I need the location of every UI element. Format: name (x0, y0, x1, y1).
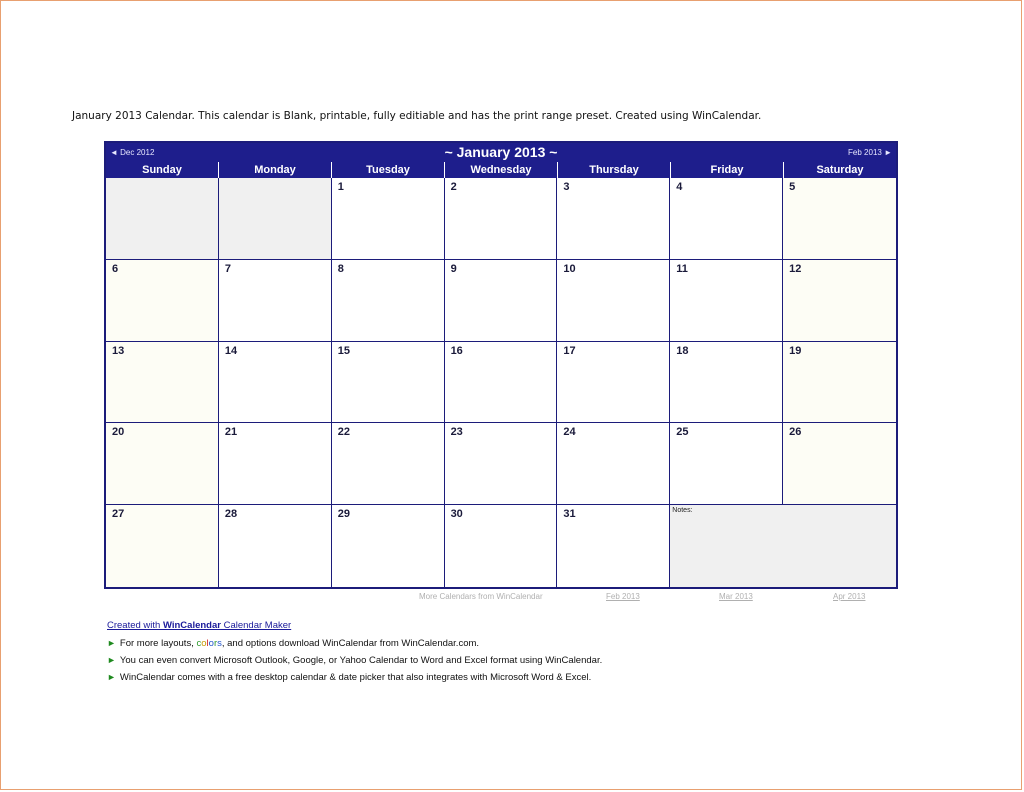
dow-friday: Friday (670, 162, 783, 178)
day-cell[interactable] (783, 260, 896, 342)
day-of-week-row (106, 162, 896, 178)
bullet-arrow-icon: ► (107, 638, 116, 648)
day-number: 27 (112, 508, 125, 521)
colors-letter: l (206, 638, 209, 649)
day-cell[interactable] (557, 505, 670, 587)
calendar-header (106, 143, 896, 162)
day-cell[interactable] (332, 342, 445, 424)
day-number: 18 (676, 344, 689, 357)
day-cell[interactable] (106, 260, 219, 342)
day-cell-empty (219, 178, 332, 260)
month-title: ~ January 2013 ~ (444, 144, 558, 160)
page-heading: January 2013 Calendar. This calendar is Blank, printable, fully editiable and has the print range preset. Created using WinCalendar. (72, 110, 762, 122)
day-cell[interactable] (219, 260, 332, 342)
day-number: 10 (563, 262, 576, 275)
link-mar-2013[interactable]: Mar 2013 (719, 592, 753, 601)
bullet-text: For more layouts, (119, 638, 197, 649)
day-number: 1 (337, 181, 344, 193)
link-feb-2013[interactable]: Feb 2013 (606, 592, 640, 601)
link-apr-2013[interactable]: Apr 2013 (833, 592, 866, 601)
day-number: 4 (676, 181, 683, 193)
day-cell[interactable] (219, 423, 332, 505)
day-cell[interactable] (106, 423, 219, 505)
day-cell[interactable] (332, 423, 445, 505)
bullet-arrow-icon: ► (107, 672, 116, 682)
colors-letter: r (213, 638, 218, 649)
day-cell[interactable] (445, 178, 558, 260)
prev-month-link[interactable]: ◄ Dec 2012 (110, 148, 155, 157)
day-cell[interactable] (445, 423, 558, 505)
dow-wednesday: Wednesday (444, 162, 557, 178)
bullet-text: You can even convert Microsoft Outlook, Google, or Yahoo Calendar to Word and Excel format using WinCalendar. (119, 655, 603, 666)
day-number: 5 (789, 181, 796, 193)
day-number: 30 (450, 508, 463, 521)
created-with-link[interactable] (107, 620, 291, 631)
colors-letter: o (208, 638, 214, 649)
day-cell[interactable] (106, 342, 219, 424)
day-number: 28 (224, 508, 238, 521)
day-number: 11 (676, 262, 688, 275)
day-number: 29 (337, 508, 350, 521)
day-cell[interactable] (332, 505, 445, 587)
day-cell-empty (106, 178, 219, 260)
day-cell[interactable] (557, 260, 670, 342)
day-number: 17 (563, 344, 576, 357)
created-prefix: Created with (107, 620, 163, 631)
day-number: 15 (337, 344, 350, 357)
colors-letter: s (217, 638, 222, 649)
day-cell[interactable] (783, 423, 896, 505)
dow-monday: Monday (218, 162, 331, 178)
day-cell[interactable] (106, 505, 219, 587)
day-number: 19 (789, 344, 802, 357)
day-number: 14 (224, 344, 238, 357)
day-cell[interactable] (445, 342, 558, 424)
day-cell[interactable] (445, 260, 558, 342)
day-cell[interactable] (670, 178, 783, 260)
day-number: 8 (337, 262, 344, 275)
colors-letter: o (201, 638, 207, 649)
day-cell[interactable] (219, 342, 332, 424)
day-cell[interactable] (445, 505, 558, 587)
bullet-desktop (107, 669, 602, 686)
day-cell[interactable] (557, 342, 670, 424)
day-number: 9 (450, 262, 457, 275)
day-cell[interactable] (670, 342, 783, 424)
day-cell[interactable] (557, 423, 670, 505)
dow-sunday: Sunday (142, 164, 182, 176)
day-cell[interactable] (783, 342, 896, 424)
day-cell[interactable] (670, 260, 783, 342)
day-number: 23 (450, 426, 463, 439)
day-cell[interactable] (557, 178, 670, 260)
day-number: 26 (789, 426, 802, 439)
created-suffix: Calendar Maker (220, 620, 292, 631)
bullet-text: , and options download WinCalendar from WinCalendar.com. (221, 638, 480, 649)
dow-tuesday: Tuesday (331, 162, 444, 178)
day-number: 7 (224, 262, 231, 275)
day-number: 6 (112, 262, 119, 275)
day-number: 24 (563, 426, 576, 439)
bullet-convert (107, 652, 602, 669)
day-number: 16 (450, 344, 463, 357)
day-number: 12 (789, 262, 802, 275)
day-number: 20 (112, 426, 125, 439)
info-bullets (107, 635, 602, 686)
notes-label: Notes: (672, 507, 693, 515)
more-calendars-link[interactable]: More Calendars from WinCalendar (419, 592, 543, 601)
created-brand: WinCalendar (162, 620, 221, 631)
day-cell[interactable] (332, 260, 445, 342)
day-cell[interactable] (219, 505, 332, 587)
day-cell[interactable] (670, 423, 783, 505)
day-number: 2 (450, 181, 457, 193)
colors-letter: c (196, 638, 202, 649)
day-number: 22 (337, 426, 350, 439)
bullet-text: WinCalendar comes with a free desktop calendar & date picker that also integrates with Microsoft Word & Excel. (119, 672, 592, 683)
notes-box[interactable] (670, 505, 896, 587)
day-number: 13 (112, 344, 125, 357)
dow-saturday: Saturday (783, 162, 896, 178)
day-cell[interactable] (332, 178, 445, 260)
calendar (104, 141, 898, 589)
day-number: 31 (563, 508, 576, 521)
bullet-arrow-icon: ► (107, 655, 116, 665)
day-number: 25 (676, 426, 689, 439)
day-cell[interactable] (783, 178, 896, 260)
calendar-grid (106, 178, 896, 587)
day-number: 3 (563, 181, 570, 193)
dow-thursday: Thursday (557, 162, 670, 178)
day-number: 21 (224, 426, 238, 439)
bullet-layouts (107, 635, 602, 652)
next-month-link[interactable]: Feb 2013 ► (848, 148, 892, 157)
